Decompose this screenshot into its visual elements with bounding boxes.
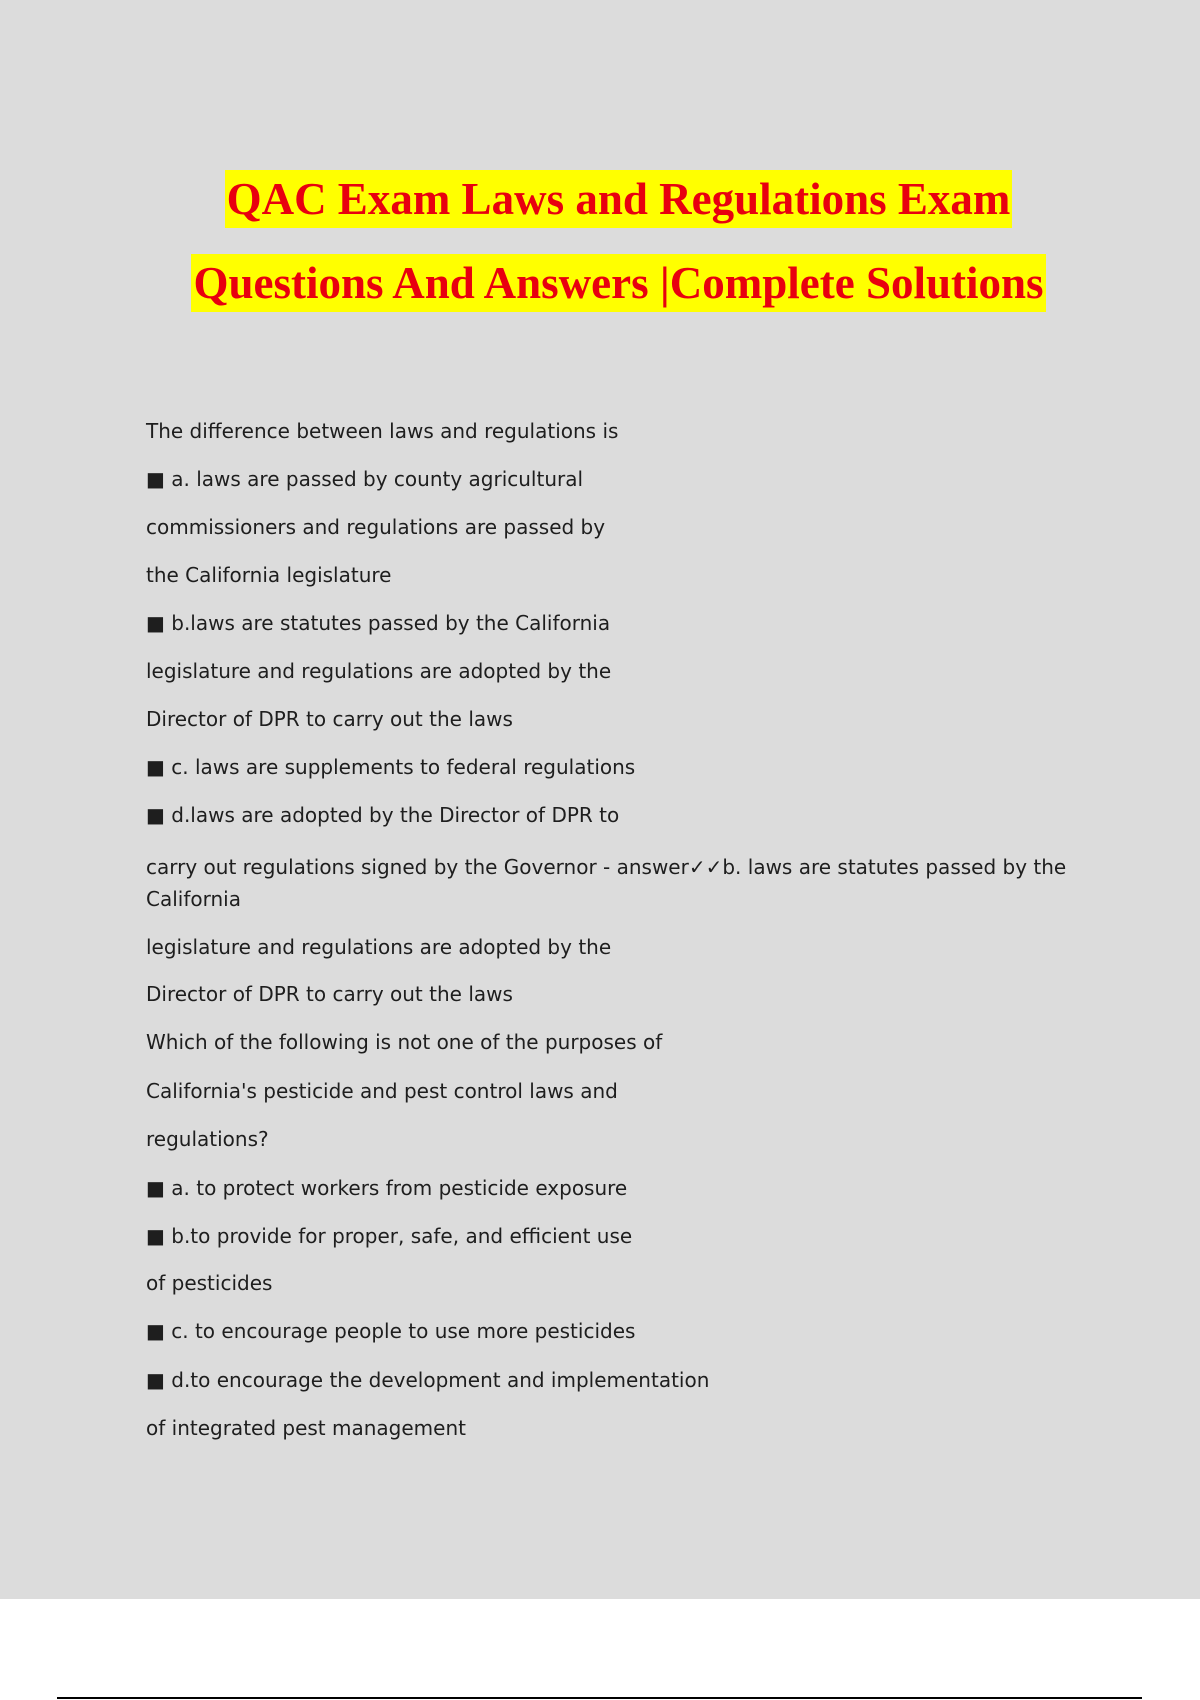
question-1-option-a-cont: the California legislature [146,563,392,587]
question-1-option-a-cont: commissioners and regulations are passed by [146,515,606,539]
question-2-option-b: ■ b.to provide for proper, safe, and efficient use [146,1224,633,1248]
question-1-option-d: ■ d.laws are adopted by the Director of DPR to [146,803,620,827]
question-2-text-cont: regulations? [146,1127,269,1151]
title-line-2: Questions And Answers |Complete Solutions [191,254,1045,312]
question-1-option-b: ■ b.laws are statutes passed by the California [146,611,611,635]
question-2-option-d: ■ d.to encourage the development and implementation [146,1368,710,1392]
question-1-option-c: ■ c. laws are supplements to federal regulations [146,755,636,779]
question-1-option-b-cont: legislature and regulations are adopted by the [146,659,612,683]
question-1-text: The difference between laws and regulations is [146,419,619,443]
question-2-option-c: ■ c. to encourage people to use more pesticides [146,1319,636,1343]
question-1-answer: carry out regulations signed by the Governor - answer✓✓b. laws are statutes passed by the California [146,855,1067,911]
title-line-1: QAC Exam Laws and Regulations Exam [225,170,1013,228]
question-2-text-cont: California's pesticide and pest control laws and [146,1079,618,1103]
question-1-answer-cont: legislature and regulations are adopted by the [146,935,612,959]
question-1-option-a: ■ a. laws are passed by county agricultural [146,467,584,491]
question-2-option-a: ■ a. to protect workers from pesticide exposure [146,1176,628,1200]
question-2-option-d-cont: of integrated pest management [146,1416,466,1440]
footer-rule [57,1697,1142,1699]
question-1-option-b-cont: Director of DPR to carry out the laws [146,707,513,731]
question-2-text: Which of the following is not one of the purposes of [146,1030,663,1054]
document-title [0,160,1200,312]
question-1-answer-cont: Director of DPR to carry out the laws [146,982,513,1006]
question-2-option-b-cont: of pesticides [146,1271,273,1295]
